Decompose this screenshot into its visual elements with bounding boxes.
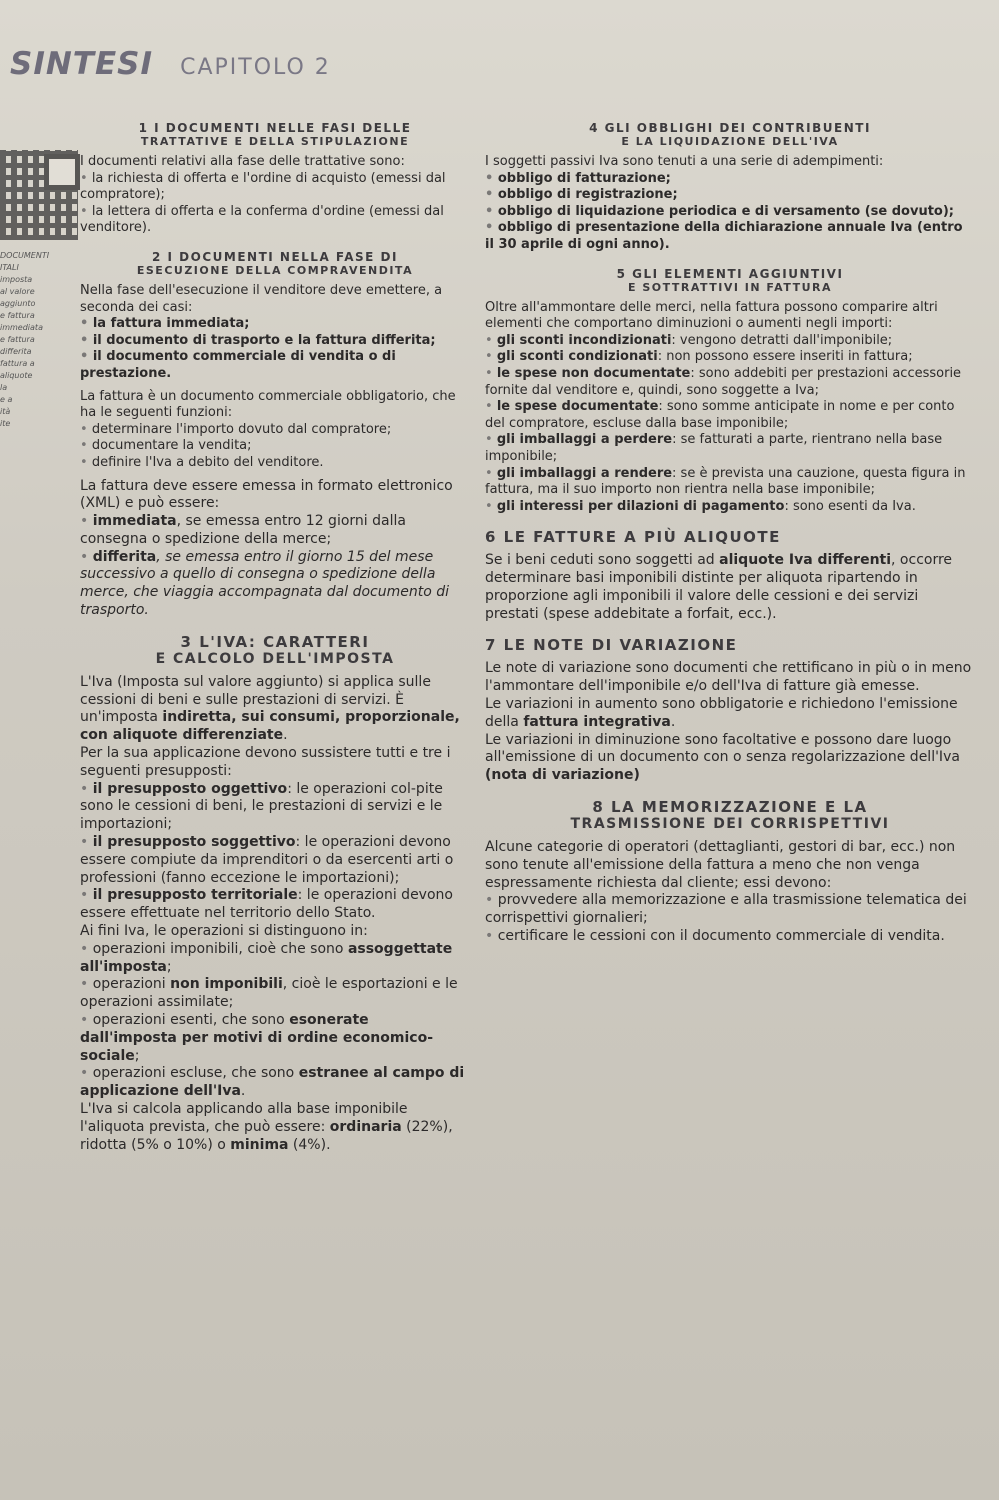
list-item: • immediata, se emessa entro 12 giorni dalla consegna o spedizione della merce; [80, 513, 470, 549]
page-header [10, 46, 430, 82]
list-item: • il presupposto soggettivo: le operazioni devono essere compiute da imprenditori o da esercenti arti o professioni (fanno eccezione le importazioni); [80, 834, 470, 887]
section-4-intro: I soggetti passivi Iva sono tenuti a una serie di adempimenti: [485, 154, 884, 169]
list-item: • provvedere alla memorizzazione e alla trasmissione telematica dei corrispettivi giornalieri; [485, 892, 975, 928]
section-6-paragraph: Se i beni ceduti sono soggetti ad aliquote Iva differenti, occorre determinare basi imponibili distinte per aliquota ripartendo in proporzione agli imponibili il valore delle cessioni e dei servizi prestati (spese addebitate a forfait, ecc.). [485, 552, 953, 622]
list-item: • gli sconti condizionati: non possono essere inseriti in fattura; [485, 349, 975, 366]
right-column [485, 122, 975, 946]
list-item: • operazioni escluse, che sono estranee al campo di applicazione dell'Iva. [80, 1065, 470, 1101]
list-item: • differita, se emessa entro il giorno 15 del mese successivo a quello di consegna o spedizione della merce, che viaggia accompagnata dal documento di trasporto. [80, 549, 470, 620]
qr-code-icon [0, 150, 78, 240]
section-5-title: 5 GLI ELEMENTI AGGIUNTIVI E SOTTRATTIVI IN FATTURA [616, 266, 844, 294]
list-item: • il documento di trasporto e la fattura differita; [80, 333, 470, 350]
section-2-intro: Nella fase dell'esecuzione il venditore deve emettere, a seconda dei casi: [80, 282, 443, 315]
list-item: • il presupposto territoriale: le operazioni devono essere effettuate nel territorio dello Stato. [80, 887, 470, 923]
list-item: • obbligo di presentazione della dichiarazione annuale Iva (entro il 30 aprile di ogni anno). [485, 220, 975, 253]
left-margin [0, 150, 90, 450]
section-1-title: 1 I DOCUMENTI NELLE FASI DELLE TRATTATIVE E DELLA STIPULAZIONE [138, 121, 412, 148]
section-4-title: 4 GLI OBBLIGHI DEI CONTRIBUENTI E LA LIQUIDAZIONE DELL'IVA [589, 121, 871, 148]
list-item: • le spese non documentate: sono addebiti per prestazioni accessorie fornite dal venditore e, quindi, sono soggette a Iva; [485, 366, 975, 399]
section-3-title: 3 L'IVA: CARATTERI E CALCOLO DELL'IMPOSTA [155, 632, 395, 667]
section-8-title: 8 LA MEMORIZZAZIONE E LA TRASMISSIONE DEI CORRISPETTIVI [570, 798, 890, 833]
list-item: • gli interessi per dilazioni di pagamento: sono esenti da Iva. [485, 499, 975, 516]
margin-notes: DOCUMENTI ITALI imposta al valore aggiunto e fattura immediata e fattura differita fattura a aliquote la e a ità ite [0, 251, 50, 428]
section-6-title: 6 LE FATTURE A PIÙ ALIQUOTE [485, 528, 781, 547]
list-item: • operazioni imponibili, cioè che sono assoggettate all'imposta; [80, 941, 470, 977]
section-3-paragraph: Per la sua applicazione devono sussistere tutti e tre i seguenti presupposti: [80, 745, 451, 779]
section-3-paragraph: Ai fini Iva, le operazioni si distinguono in: [80, 923, 368, 940]
section-7-paragraph: Le note di variazione sono documenti che rettificano in più o in meno l'ammontare dell'imponibile e/o dell'Iva di fatture già emesse. [485, 660, 972, 695]
section-3-paragraph: L'Iva si calcola applicando alla base imponibile l'aliquota prevista, che può essere: ordinaria (22%), ridotta (5% o 10%) o minima (4%). [80, 1101, 453, 1153]
header-chapter: CAPITOLO 2 [180, 55, 331, 80]
section-2-functions-intro: La fattura è un documento commerciale obbligatorio, che ha le seguenti funzioni: [80, 388, 456, 421]
list-item: • determinare l'importo dovuto dal compratore; [80, 422, 470, 439]
list-item: • le spese documentate: sono somme anticipate in nome e per conto del compratore, escluse dalla base imponibile; [485, 399, 975, 432]
header-title: SINTESI [10, 46, 153, 82]
section-2-format: La fattura deve essere emessa in formato elettronico (XML) e può essere: [80, 477, 453, 512]
section-7-paragraph: (nota di variazione) [485, 767, 640, 784]
list-item: • gli imballaggi a rendere: se è prevista una cauzione, questa figura in fattura, ma il suo importo non rientra nella base imponibile; [485, 466, 975, 499]
section-7-paragraph: Le variazioni in diminuzione sono facoltative e possono dare luogo all'emissione di un documento con o senza regolarizzazione dell'Iva [485, 731, 960, 766]
section-5-intro: Oltre all'ammontare delle merci, nella fattura possono comparire altri elementi che comportano diminuzioni o aumenti negli importi: [485, 299, 938, 332]
list-item: • gli imballaggi a perdere: se fatturati a parte, rientrano nella base imponibile; [485, 432, 975, 465]
list-item: • il presupposto oggettivo: le operazioni col-pite sono le cessioni di beni, le prestazioni di servizi e le importazioni; [80, 781, 470, 834]
list-item: • obbligo di fatturazione; [485, 171, 975, 188]
list-item: • definire l'Iva a debito del venditore. [80, 455, 470, 472]
list-item: • obbligo di registrazione; [485, 187, 975, 204]
section-8-paragraph: Alcune categorie di operatori (dettaglianti, gestori di bar, ecc.) non sono tenute all'emissione della fattura a meno che non venga espressamente richiesta dal cliente; essi devono: [485, 839, 956, 891]
left-column [80, 122, 470, 1154]
section-2-title: 2 I DOCUMENTI NELLA FASE DI ESECUZIONE DELLA COMPRAVENDITA [136, 249, 414, 277]
list-item: • la fattura immediata; [80, 316, 470, 333]
list-item: • la richiesta di offerta e l'ordine di acquisto (emessi dal compratore); [80, 171, 470, 204]
list-item: • operazioni non imponibili, cioè le esportazioni e le operazioni assimilate; [80, 976, 470, 1012]
list-item: • obbligo di liquidazione periodica e di versamento (se dovuto); [485, 204, 975, 221]
list-item: • la lettera di offerta e la conferma d'ordine (emessi dal venditore). [80, 204, 470, 237]
list-item: • operazioni esenti, che sono esonerate dall'imposta per motivi di ordine economico-sociale; [80, 1012, 470, 1065]
list-item: • certificare le cessioni con il documento commerciale di vendita. [485, 928, 975, 946]
section-1-intro: I documenti relativi alla fase delle trattative sono: [80, 154, 405, 169]
list-item: • documentare la vendita; [80, 438, 470, 455]
list-item: • il documento commerciale di vendita o di prestazione. [80, 349, 470, 382]
section-7-paragraph: Le variazioni in aumento sono obbligatorie e richiedono l'emissione della fattura integrativa. [485, 696, 958, 730]
section-7-title: 7 LE NOTE DI VARIAZIONE [485, 636, 738, 655]
list-item: • gli sconti incondizionati: vengono detratti dall'imponibile; [485, 333, 975, 350]
section-3-paragraph: L'Iva (Imposta sul valore aggiunto) si applica sulle cessioni di beni e sulle prestazioni di servizi. È un'imposta indiretta, sui consumi, proporzionale, con aliquote differenziate. [80, 673, 460, 744]
